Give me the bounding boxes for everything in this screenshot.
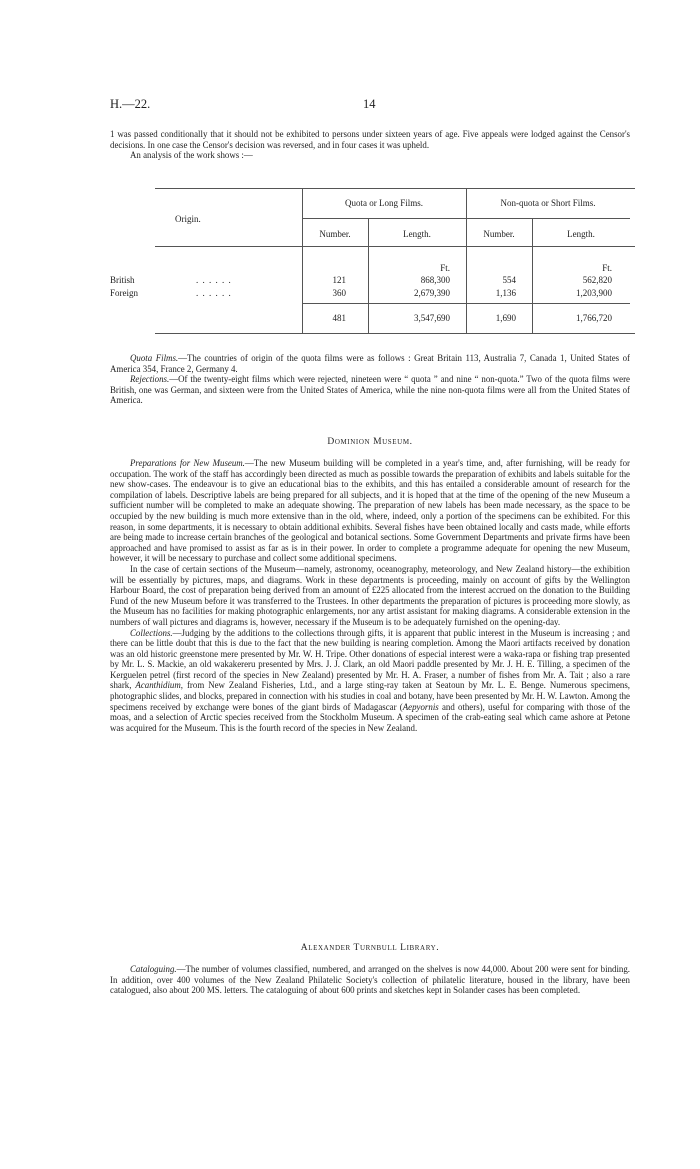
collections-paragraph — [110, 628, 630, 734]
museum-section-title: Dominion Museum. — [327, 437, 413, 447]
library-section-title: Alexander Turnbull Library. — [300, 943, 440, 953]
quota-length-header: Length. — [403, 229, 431, 239]
row-leaders: . . . . . . — [196, 275, 232, 285]
row-non-quota-length: 562,820 — [582, 275, 612, 285]
row-quota-length: 868,300 — [420, 275, 450, 285]
report-reference: H.—22. — [110, 97, 151, 111]
table-bottom-rule — [155, 333, 635, 334]
row-origin: British — [110, 275, 135, 285]
rejections-paragraph — [110, 374, 630, 406]
species-name: Acanthidium — [135, 680, 181, 691]
species-name: Aepyornis — [402, 701, 439, 712]
page-header — [110, 97, 630, 113]
origin-column-header: Origin. — [175, 214, 201, 224]
total-quota-number: 481 — [332, 313, 346, 323]
sections-paragraph: In the case of certain sections of the Museum—namely, astronomy, oceanography, meteorology, and New Zealand history—the exhibition will be essentially by pictures, maps, and diagrams. Work in these departments is proceeding, mainly on account of gifts by the Wellington Harbour Board, the cost of preparation being derived from an amount of £225 allocated from the interest accrued on the donation to the Building Fund of the new Museum before it was transferred to the Trustees. In other departments the preparation of pictures is proceeding more slowly, as the Museum has no facilities for making photographic enlargements, nor any artist assistant for making diagrams. A considerable extension in the numbers of wall pictures and diagrams is, however, necessary if the Museum is to be adequately furnished on the opening-day. — [110, 563, 630, 627]
row-leaders: . . . . . . — [196, 288, 232, 298]
preparations-paragraph — [110, 458, 630, 564]
rejections-text: —Of the twenty-eight films which were rejected, nineteen were “ quota ” and nine “ non-quota.” Two of the quota films were British, one was German, and sixteen were from the United States of America, while the nine non-quota films were all from the United States of America. — [110, 374, 630, 406]
collections-text: , from New Zealand Fisheries, Ltd., and a large sting-ray taken at Seatoun by Mr. L. E. Benge. Numerous specimens, photographic slides, and blocks, prepared in connection with his studies in coal and botany, have been presented by Mr. H. W. Lawton. Among the specimens received by exchange were bones of the giant birds of Madagascar ( — [110, 680, 630, 712]
collections-text: —Judging by the additions to the collections through gifts, it is apparent that public interest in the Museum is increasing ; and there can be little doubt that this is due to the fact that the new building is nearing completion. Among the Maori artifacts received by donation was an old historic greenstone mere presented by Mr. W. H. Tripe. Other donations of especial interest were a waka-rapa or fishing trap presented by Mr. L. S. Mackie, an old wakakereru presented by Mrs. J. J. Clark, an old Maori paddle presented by Mr. J. H. E. Tilling, a specimen of the Kerguelen petrel (first record of the species in New Zealand) presented by Mr. H. A. Fraser, a number of fishes from Mr. A. Tait ; also a rare shark, — [110, 627, 630, 691]
quota-films-text: —The countries of origin of the quota films were as follows : Great Britain 113, Australia 7, Canada 1, United States of America 354, France 2, Germany 4. — [110, 353, 630, 374]
intro-paragraph: 1 was passed conditionally that it should not be exhibited to persons under sixteen years of age. Five appeals were lodged against the Censor's decisions. In one case the Censor's decision was reversed, and in four cases it was upheld. — [110, 129, 630, 150]
page-number: 14 — [363, 97, 376, 111]
total-quota-length: 3,547,690 — [414, 313, 450, 323]
quota-rejections-text — [110, 353, 630, 406]
film-analysis-table — [110, 188, 630, 336]
total-non-quota-length: 1,766,720 — [576, 313, 612, 323]
cataloguing-text: —The number of volumes classified, numbered, and arranged on the shelves is now 44,000. About 200 were sent for binding. In addition, over 400 volumes of the New Zealand Philatelic Society's collection of philatelic literature, housed in the library, have been catalogued, also about 200 MS. letters. The cataloguing of about 600 prints and sketches kept in Solander cases has been completed. — [110, 964, 630, 996]
rejections-heading: Rejections. — [130, 374, 170, 385]
quota-number-header: Number. — [319, 229, 351, 239]
quota-group-header: Quota or Long Films. — [345, 198, 423, 208]
intro-text — [110, 129, 630, 161]
quota-films-paragraph — [110, 353, 630, 374]
non-quota-group-header: Non-quota or Short Films. — [500, 198, 596, 208]
non-quota-length-unit: Ft. — [602, 263, 612, 273]
preparations-heading: Preparations for New Museum. — [130, 458, 245, 468]
quota-length-unit: Ft. — [440, 263, 450, 273]
collections-text: and others), useful for comparing with those of the moas, and a selection of Arctic species received from the Stockholm Museum. A specimen of the crab-eating seal which came ashore at Petone was acquired for the Museum. This is the fourth record of the species in New Zealand. — [110, 701, 630, 733]
table-divider — [302, 188, 303, 333]
table-top-rule — [155, 188, 635, 189]
library-text — [110, 964, 630, 996]
total-non-quota-number: 1,690 — [495, 313, 516, 323]
museum-text — [110, 458, 630, 733]
non-quota-length-header: Length. — [567, 229, 595, 239]
row-quota-length: 2,679,390 — [414, 288, 450, 298]
non-quota-number-header: Number. — [483, 229, 515, 239]
analysis-lead-in: An analysis of the work shows :— — [130, 150, 253, 161]
table-header-rule — [155, 246, 635, 247]
row-quota-number: 121 — [332, 275, 346, 285]
cataloguing-paragraph — [110, 964, 630, 996]
preparations-text: —The new Museum building will be completed in a year's time, and, after furnishing, will be ready for occupation. The work of the staff has accordingly been directed as much as possible towards the preparation of exhibits and labels suitable for the new show-cases. The endeavour is to give an educational bias to the exhibits, and this has entailed a considerable amount of research for the compilation of labels. Descriptive labels are being prepared for all subjects, and it is hoped that at the time of the opening of the new Museum a sufficient number will be completed to make an adequate showing. The preparation of new labels has been made necessary, as the space to be occupied by the new building is much more extensive than in the old, where, indeed, only a portion of the specimens can be exhibited. For this reason, in some departments, it is necessary to obtain additional exhibits. Several fishes have been obtained locally and casts made, while efforts are being made to increase certain branches of the geological and botanical sections. Some Government Departments and private firms have been approached and have promised to assist as far as is in their power. In order to complete a programme adequate for opening the new Museum, however, it will be necessary to purchase and collect some additional specimens. — [110, 458, 630, 564]
row-non-quota-length: 1,203,900 — [576, 288, 612, 298]
row-origin: Foreign — [110, 288, 138, 298]
row-non-quota-number: 554 — [502, 275, 516, 285]
quota-films-heading: Quota Films. — [130, 353, 179, 363]
row-quota-number: 360 — [332, 288, 346, 298]
collections-heading: Collections. — [130, 627, 173, 638]
row-non-quota-number: 1,136 — [495, 288, 516, 298]
cataloguing-heading: Cataloguing. — [130, 964, 177, 974]
table-divider — [466, 188, 467, 333]
